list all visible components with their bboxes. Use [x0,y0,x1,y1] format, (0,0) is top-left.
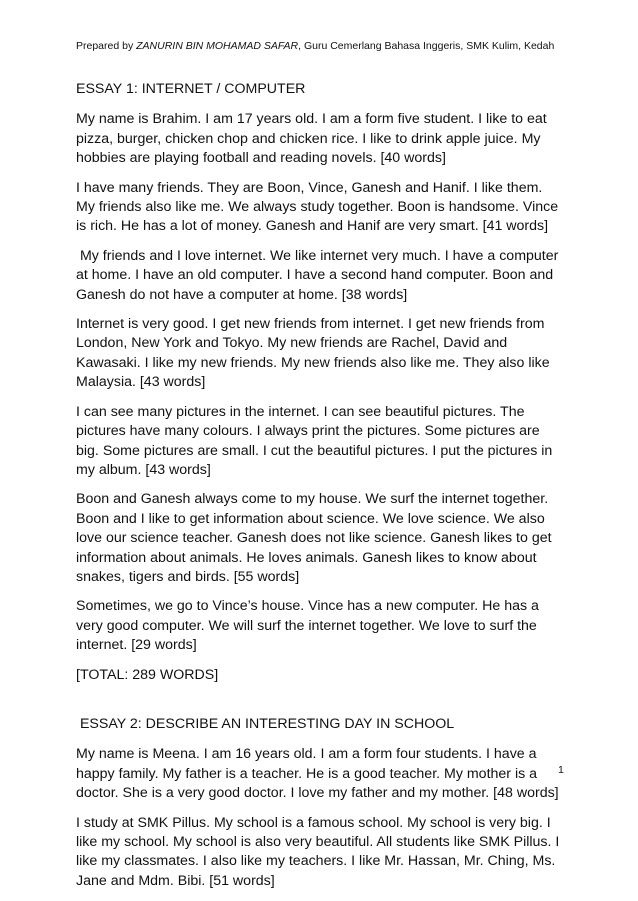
page-header [76,40,596,52]
essay2-paragraph-1: My name is Meena. I am 16 years old. I am a form four students. I have a happy family. My father is a teacher. He is a good teacher. My mother is a doctor. She is a very good doctor. I love my father and my mother. [48 words] [76,746,559,802]
page-number: 1 [558,764,564,776]
essay1-title: ESSAY 1: INTERNET / COMPUTER [76,81,306,97]
essay1-paragraph-7: Sometimes, we go to Vince’s house. Vince has a new computer. He has a very good computer. We will surf the internet together. We love to surf the internet. [29 words] [76,598,539,654]
header-author: ZANURIN BIN MOHAMAD SAFAR [136,40,299,52]
essay1-paragraph-1: My name is Brahim. I am 17 years old. I am a form five student. I like to eat pizza, burger, chicken chop and chicken rice. I like to drink apple juice. My hobbies are playing football and reading novels. [40 words] [76,111,547,167]
header-suffix: , Guru Cemerlang Bahasa Inggeris, SMK Kulim, Kedah [298,40,555,52]
header-prefix: Prepared by [76,40,137,52]
document-body [76,80,564,901]
section-gap [76,695,564,715]
essay1-paragraph-4: Internet is very good. I get new friends from internet. I get new friends from London, New York and Tokyo. My new friends are Rachel, David and Kawasaki. I like my new friends. My new friends also like me. They also like Malaysia. [43 words] [76,316,550,391]
essay2-title: ESSAY 2: DESCRIBE AN INTERESTING DAY IN SCHOOL [76,715,455,732]
essay1-paragraph-6: Boon and Ganesh always come to my house. We surf the internet together. Boon and I like to get information about science. We love science. We also love our science teacher. Ganesh does not like science. Ganesh likes to get information about animals. He loves animals. Ganesh likes to know about snakes, tigers and birds. [55 words] [76,491,552,585]
essay1-paragraph-3: My friends and I love internet. We like internet very much. I have a computer at home. I have an old computer. I have a second hand computer. Boon and Ganesh do not have a computer at home. [38 words] [76,247,563,303]
essay1-total: [TOTAL: 289 WORDS] [76,666,219,683]
essay1-paragraph-5: I can see many pictures in the internet. I can see beautiful pictures. The pictures have many colours. I always print the pictures. Some pictures are big. Some pictures are small. I cut the beautiful pictures. I put the pictures in my album. [43 words] [76,403,553,478]
essay2-paragraph-2: I study at SMK Pillus. My school is a famous school. My school is very big. I like my school. My school is also very beautiful. All students like SMK Pillus. I like my classmates. I also like my teachers. I like Mr. Hassan, Mr. Ching, Ms. Jane and Mdm. Bibi. [51 words] [76,814,560,889]
essay1-paragraph-2: I have many friends. They are Boon, Vince, Ganesh and Hanif. I like them. My friends also like me. We always study together. Boon is handsome. Vince is rich. He has a lot of money. Ganesh and Hanif are very smart. [41 words] [76,179,559,235]
